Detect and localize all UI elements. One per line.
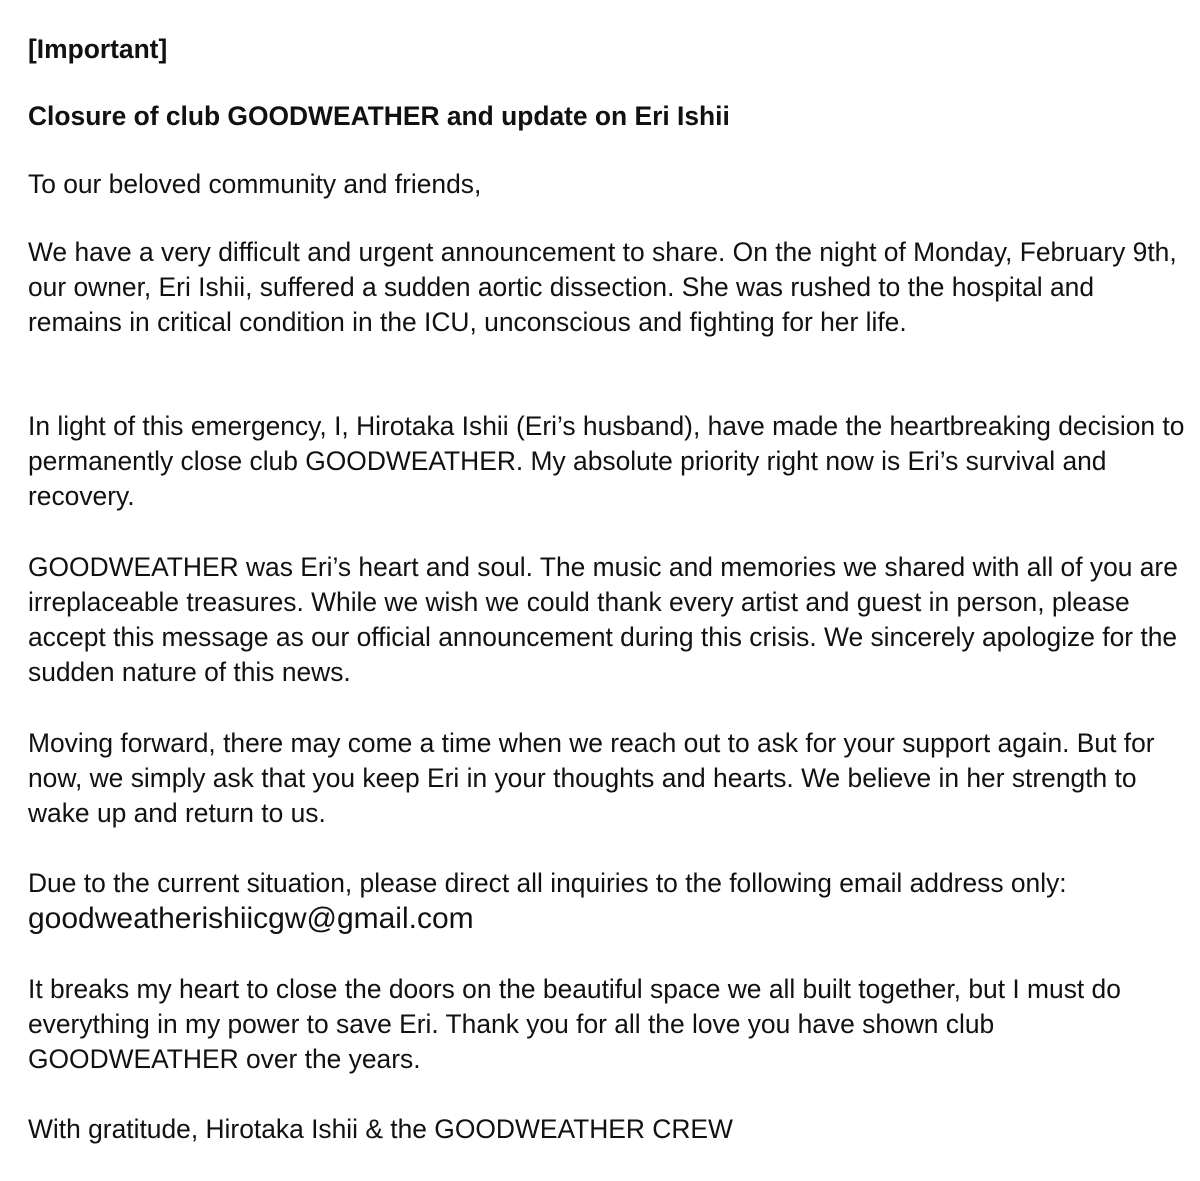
inquiries-text: Due to the current situation, please direct all inquiries to the following email address only: (28, 868, 1067, 898)
signoff: With gratitude, Hirotaka Ishii & the GOODWEATHER CREW (28, 1114, 733, 1144)
important-tag: [Important] (28, 34, 168, 64)
paragraph-closing: It breaks my heart to close the doors on the beautiful space we all built together, but I must do everything in my power to save Eri. Thank you for all the love you have shown club GOODWEATHER over the years. (28, 974, 1121, 1074)
paragraph-closure-decision: In light of this emergency, I, Hirotaka Ishii (Eri’s husband), have made the heartbreaking decision to permanently close club GOODWEATHER. My absolute priority right now is Eri’s survival and recovery. (28, 411, 1185, 511)
paragraph-gratitude: GOODWEATHER was Eri’s heart and soul. The music and memories we shared with all of you are irreplaceable treasures. While we wish we could thank every artist and guest in person, please accept this message as our official announcement during this crisis. We sincerely apologize for the sudden nature of this news. (28, 552, 1178, 687)
paragraph-moving-forward: Moving forward, there may come a time when we reach out to ask for your support again. But for now, we simply ask that you keep Eri in your thoughts and hearts. We believe in her strength to wake up and return to us. (28, 728, 1155, 828)
greeting: To our beloved community and friends, (28, 169, 482, 199)
paragraph-announcement: We have a very difficult and urgent announcement to share. On the night of Monday, February 9th, our owner, Eri Ishii, suffered a sudden aortic dissection. She was rushed to the hospital and remains in critical condition in the ICU, unconscious and fighting for her life. (28, 237, 1177, 337)
announcement-title: Closure of club GOODWEATHER and update on Eri Ishii (28, 101, 730, 131)
contact-email: goodweatherishiicgw@gmail.com (28, 902, 474, 935)
paragraph-inquiries (28, 866, 1188, 937)
